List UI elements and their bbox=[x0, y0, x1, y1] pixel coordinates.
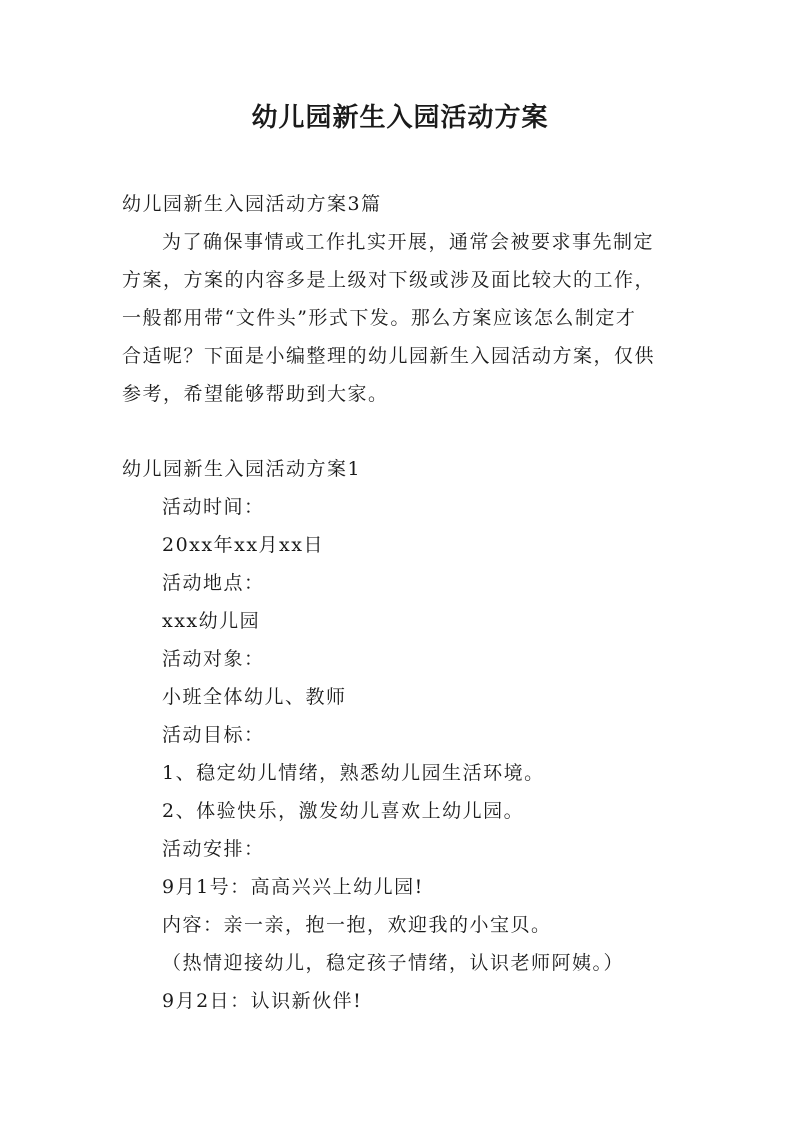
body-line: 2、体验快乐，激发幼儿喜欢上幼儿园。 bbox=[162, 800, 525, 822]
section-heading: 幼儿园新生入园活动方案1 bbox=[122, 458, 362, 480]
body-line: 内容：亲一亲，抱一抱，欢迎我的小宝贝。 bbox=[162, 914, 552, 936]
body-line: 1、稳定幼儿情绪，熟悉幼儿园生活环境。 bbox=[162, 762, 545, 784]
intro-line: 参考，希望能够帮助到大家。 bbox=[122, 383, 389, 405]
body-line: 活动时间： bbox=[162, 496, 265, 518]
body-line: 活动对象： bbox=[162, 648, 265, 670]
document-title: 幼儿园新生入园活动方案 bbox=[251, 103, 549, 133]
intro-line: 方案，方案的内容多是上级对下级或涉及面比较大的工作， bbox=[122, 269, 656, 291]
body-line: 9月1号：高高兴兴上幼儿园! bbox=[162, 876, 424, 898]
body-line: 活动目标： bbox=[162, 724, 265, 746]
body-line: xxx幼儿园 bbox=[162, 610, 261, 632]
body-line: 小班全体幼儿、教师 bbox=[162, 686, 347, 708]
body-line: （热情迎接幼儿，稳定孩子情绪，认识老师阿姨。） bbox=[162, 952, 625, 974]
body-line: 20xx年xx月xx日 bbox=[162, 534, 324, 556]
body-line: 活动地点： bbox=[162, 572, 265, 594]
intro-line: 为了确保事情或工作扎实开展，通常会被要求事先制定 bbox=[162, 231, 655, 253]
intro-line: 合适呢？下面是小编整理的幼儿园新生入园活动方案，仅供 bbox=[122, 345, 656, 367]
body-line: 9月2日：认识新伙伴! bbox=[162, 990, 363, 1012]
intro-line: 一般都用带“文件头”形式下发。那么方案应该怎么制定才 bbox=[122, 307, 637, 329]
document-subtitle: 幼儿园新生入园活动方案3篇 bbox=[122, 193, 382, 215]
body-line: 活动安排： bbox=[162, 838, 265, 860]
